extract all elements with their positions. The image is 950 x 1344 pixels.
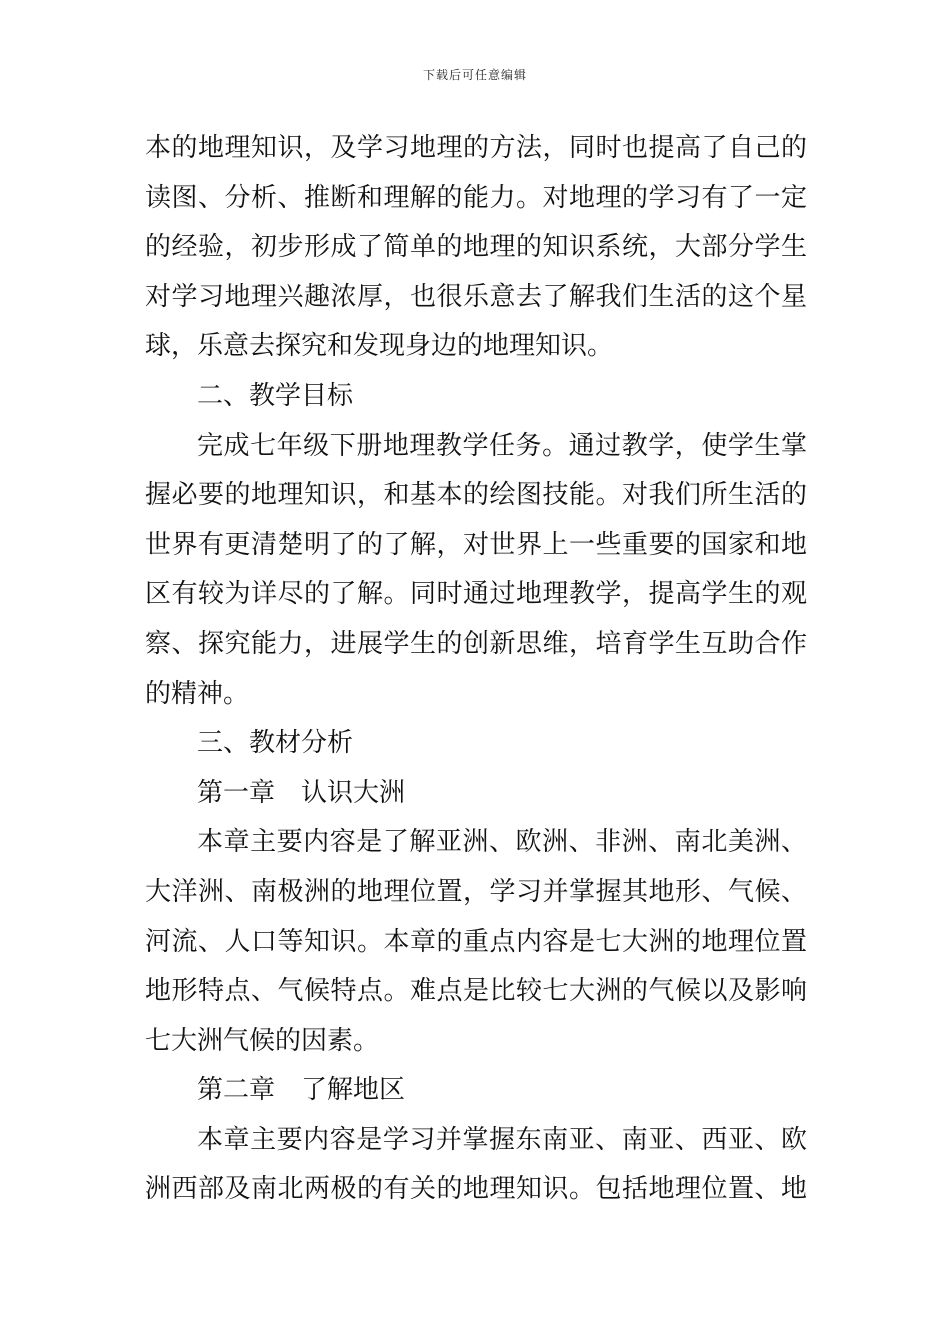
paragraph-line: 世界有更清楚明了的了解，对世界上一些重要的国家和地 xyxy=(145,529,807,560)
paragraph-line: 地形特点、气候特点。难点是比较七大洲的气候以及影响 xyxy=(145,976,807,1007)
paragraph-line: 河流、人口等知识。本章的重点内容是七大洲的地理位置 xyxy=(145,926,807,957)
paragraph-line: 区有较为详尽的了解。同时通过地理教学，提高学生的观 xyxy=(145,579,807,610)
section-heading: 二、教学目标 xyxy=(197,380,354,411)
paragraph-line: 本章主要内容是学习并掌握东南亚、南亚、西亚、欧 xyxy=(197,1124,807,1155)
paragraph-line: 的经验，初步形成了简单的地理的知识系统，大部分学生 xyxy=(145,232,807,263)
paragraph-line: 握必要的地理知识，和基本的绘图技能。对我们所生活的 xyxy=(145,480,807,511)
paragraph-line: 对学习地理兴趣浓厚，也很乐意去了解我们生活的这个星 xyxy=(145,281,807,312)
paragraph-line: 察、探究能力，进展学生的创新思维，培育学生互助合作 xyxy=(145,628,807,659)
paragraph-line: 球，乐意去探究和发现身边的地理知识。 xyxy=(145,331,614,362)
paragraph-line: 洲西部及南北两极的有关的地理知识。包括地理位置、地 xyxy=(145,1174,807,1205)
paragraph-line: 本的地理知识，及学习地理的方法，同时也提高了自己的 xyxy=(145,133,807,163)
document-body xyxy=(145,124,807,1215)
chapter-heading: 第二章 了解地区 xyxy=(197,1075,406,1106)
paragraph-line: 大洋洲、南极洲的地理位置，学习并掌握其地形、气候、 xyxy=(145,876,807,907)
paragraph-line: 完成七年级下册地理教学任务。通过教学，使学生掌 xyxy=(197,430,807,461)
section-heading: 三、教材分析 xyxy=(197,728,354,759)
paragraph-line: 读图、分析、推断和理解的能力。对地理的学习有了一定 xyxy=(145,182,807,213)
paragraph-line: 本章主要内容是了解亚洲、欧洲、非洲、南北美洲、 xyxy=(197,827,807,858)
paragraph-line: 的精神。 xyxy=(145,678,250,709)
page-header: 下载后可任意编辑 xyxy=(422,68,527,82)
paragraph-line: 七大洲气候的因素。 xyxy=(145,1025,380,1056)
chapter-heading: 第一章 认识大洲 xyxy=(197,777,406,808)
